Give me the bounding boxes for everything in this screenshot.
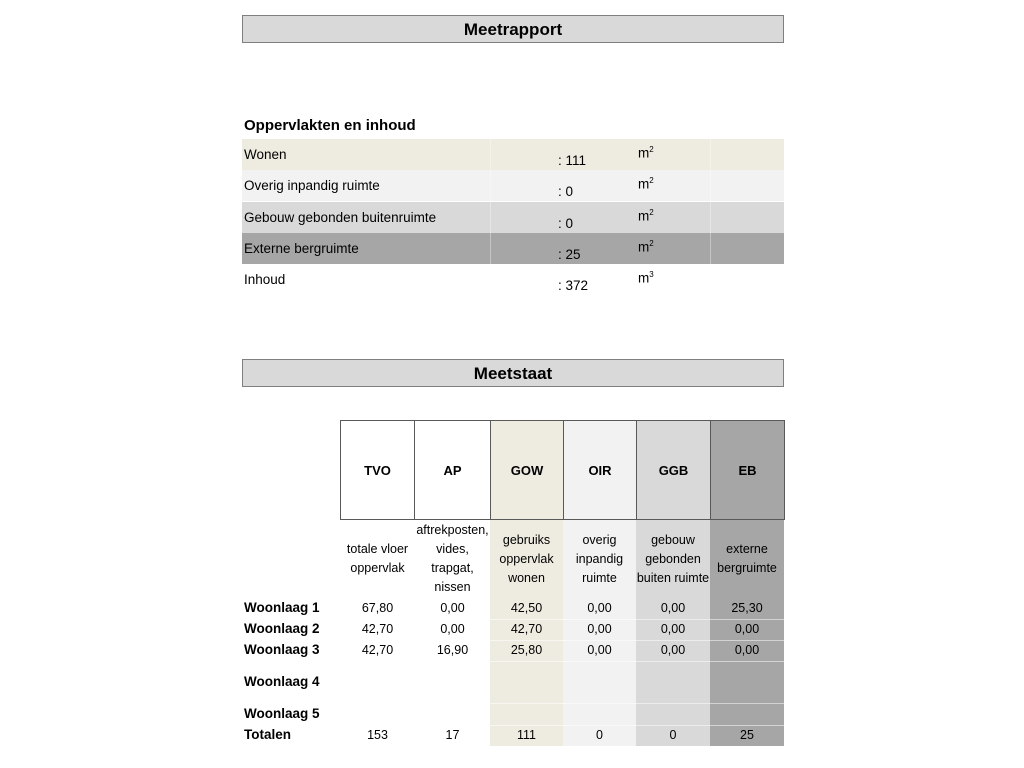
summary-unit: $m^2$: [638, 208, 654, 224]
summary-label: Gebouw gebonden buitenruimte: [244, 210, 437, 225]
cell-gow: 42,50: [510, 601, 543, 615]
row-label: Woonlaag 5: [244, 706, 320, 721]
summary-unit: $m^3$: [638, 270, 654, 286]
row-label: Woonlaag 2: [244, 621, 320, 636]
summary-row-gebouw: [242, 202, 784, 233]
cell-ap: 16,90: [436, 643, 469, 657]
cell-tvo: 42,70: [361, 622, 394, 636]
summary-value: : 0: [558, 184, 574, 199]
summary-row-overig: [242, 170, 784, 201]
cell-oir: 0,00: [587, 601, 612, 615]
row-label: Totalen: [244, 727, 291, 742]
column-desc-ap: aftrekposten, vides, trapgat, nissen: [416, 523, 489, 594]
cell-eb: 0,00: [734, 622, 760, 636]
cell-eb: 25,30: [731, 601, 763, 615]
summary-value: : 111: [558, 153, 587, 168]
report-title: Meetrapport: [242, 15, 784, 43]
column-header-ap: AP: [414, 420, 491, 520]
cell-tvo: 42,70: [361, 643, 394, 657]
summary-label: Wonen: [244, 147, 287, 162]
cell-ap: 0,00: [440, 601, 465, 615]
summary-value: : 372: [558, 278, 589, 293]
summary-row-inhoud: [242, 264, 784, 295]
column-desc-oir: overig inpandig ruimte: [575, 532, 624, 585]
summary-unit: $m^2$: [638, 239, 654, 255]
column-header-tvo: TVO: [340, 420, 415, 520]
column-desc-eb: externe bergruimte: [717, 542, 777, 575]
summary-value: : 25: [558, 247, 581, 262]
summary-label: Externe bergruimte: [244, 241, 359, 256]
summary-row-extern: [242, 233, 784, 264]
cell-ggb: 0,00: [660, 643, 686, 657]
summary-label: Inhoud: [244, 272, 286, 287]
summary-label: Overig inpandig ruimte: [244, 178, 380, 193]
cell-ap: 17: [445, 728, 460, 742]
cell-eb: 0,00: [734, 643, 760, 657]
cell-gow: 42,70: [510, 622, 543, 636]
column-desc-tvo: totale vloer oppervlak: [346, 542, 409, 575]
cell-ggb: 0,00: [660, 622, 686, 636]
cell-tvo: 153: [367, 728, 388, 742]
summary-row-wonen: [242, 139, 784, 170]
cell-oir: 0: [596, 728, 603, 742]
cell-eb: 25: [740, 728, 754, 742]
cell-tvo: 67,80: [361, 601, 394, 615]
cell-ggb: 0: [669, 728, 677, 742]
column-header-eb: EB: [710, 420, 785, 520]
summary-unit: $m^2$: [638, 145, 654, 161]
column-header-ggb: GGB: [636, 420, 711, 520]
cell-ap: 0,00: [440, 622, 465, 636]
cell-gow: 111: [516, 728, 536, 742]
meetstaat-title: Meetstaat: [242, 359, 784, 387]
cell-oir: 0,00: [587, 622, 612, 636]
column-header-gow: GOW: [490, 420, 564, 520]
summary-unit: $m^2$: [638, 176, 654, 192]
cell-oir: 0,00: [587, 643, 612, 657]
row-label: Woonlaag 1: [244, 600, 320, 615]
column-desc-gow: gebruiks oppervlak wonen: [499, 532, 554, 585]
row-label: Woonlaag 4: [244, 674, 320, 689]
summary-value: : 0: [558, 216, 574, 231]
row-label: Woonlaag 3: [244, 642, 320, 657]
cell-ggb: 0,00: [660, 601, 686, 615]
section-title: Oppervlakten en inhoud: [244, 117, 416, 134]
cell-gow: 25,80: [510, 643, 543, 657]
column-desc-ggb: gebouw gebonden buiten ruimte: [636, 532, 710, 585]
column-header-oir: OIR: [563, 420, 637, 520]
